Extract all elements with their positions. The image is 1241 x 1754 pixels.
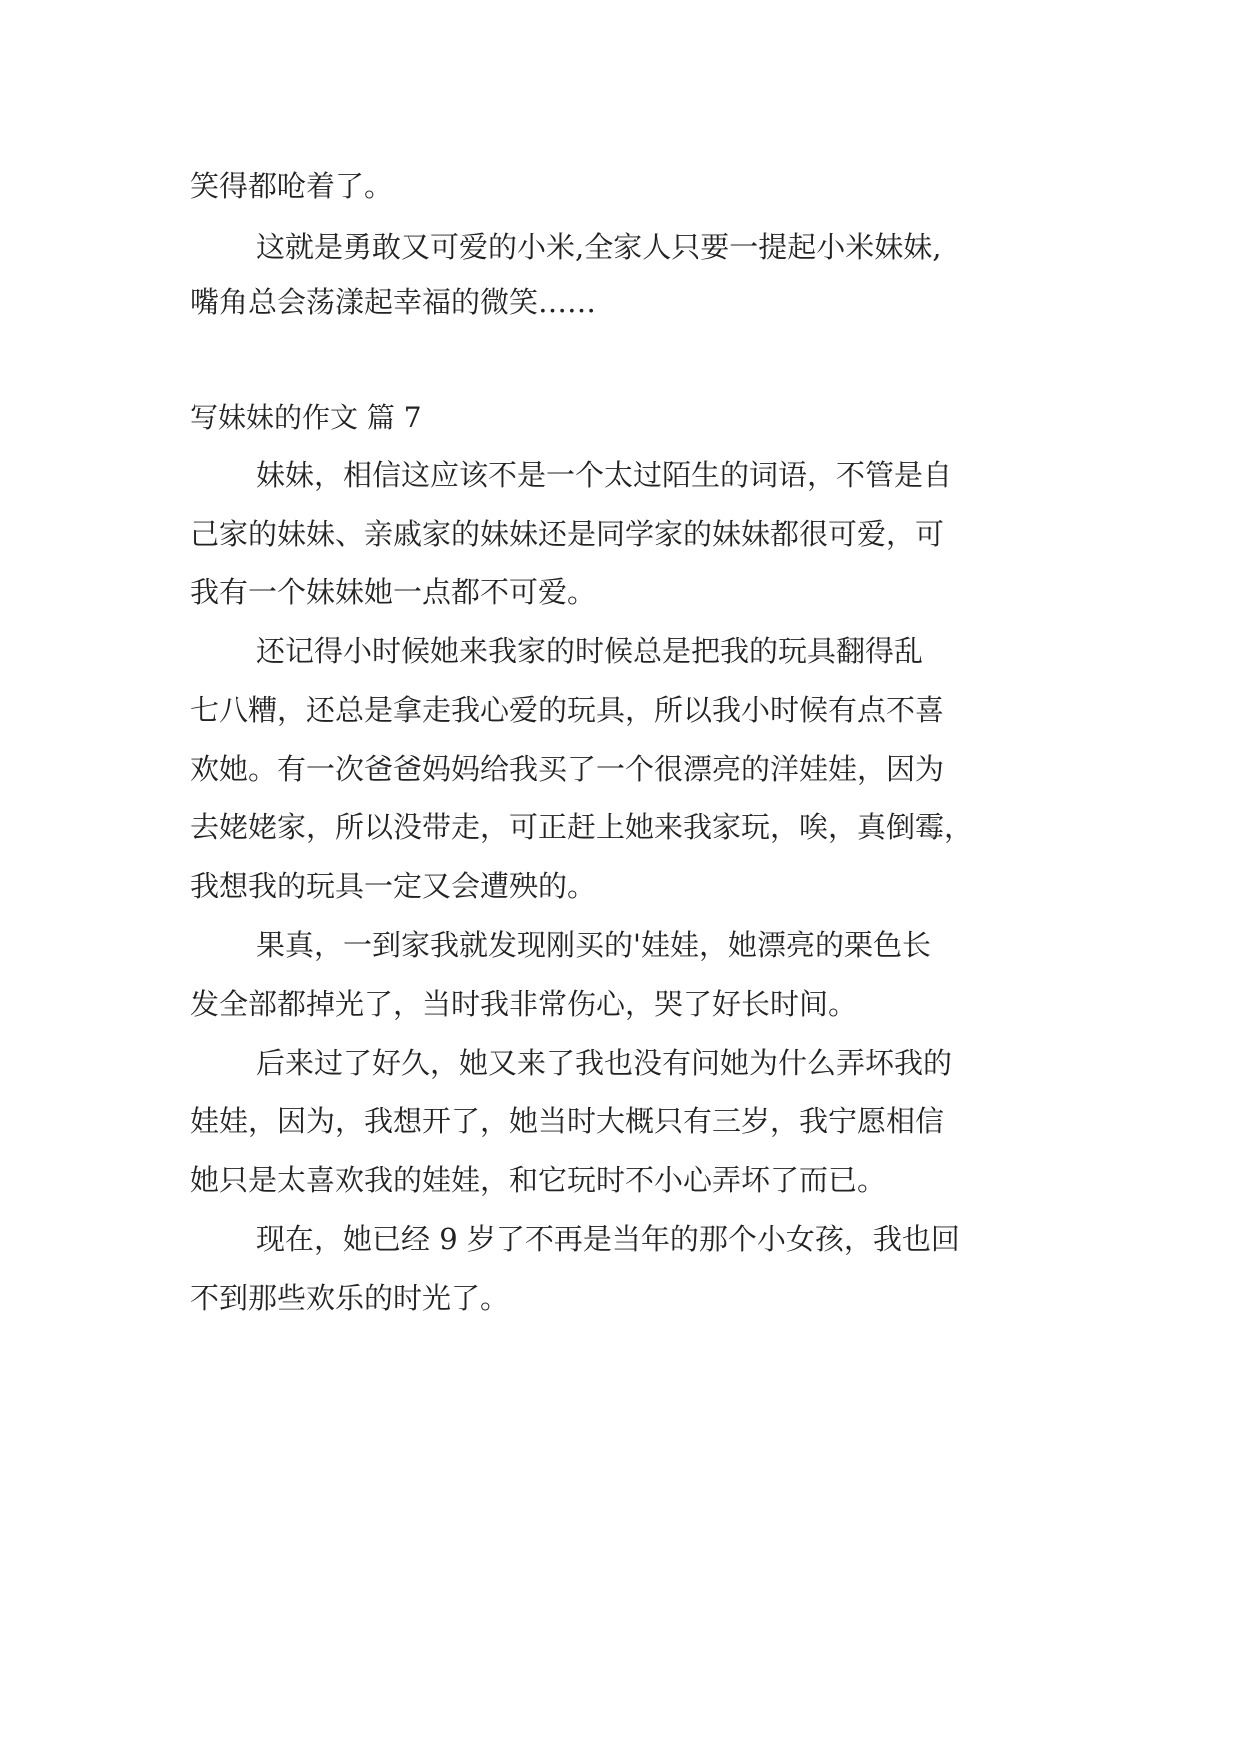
section-heading: 写妹妹的作文 篇 7 <box>190 401 422 434</box>
text-line: 去姥姥家，所以没带走，可正赶上她来我家玩，唉，真倒霉， <box>190 810 974 844</box>
text-line: 发全部都掉光了，当时我非常伤心，哭了好长时间。 <box>190 987 858 1021</box>
text-line: 娃娃，因为，我想开了，她当时大概只有三岁，我宁愿相信 <box>190 1104 945 1138</box>
text-line: 我想我的玩具一定又会遭殃的。 <box>190 869 597 903</box>
text-line: 己家的妹妹、亲戚家的妹妹还是同学家的妹妹都很可爱，可 <box>190 517 945 551</box>
paragraph-start: 妹妹，相信这应该不是一个太过陌生的词语，不管是自 <box>256 458 953 492</box>
text-line: 嘴角总会荡漾起幸福的微笑…… <box>190 285 597 319</box>
text-line: 欢她。有一次爸爸妈妈给我买了一个很漂亮的洋娃娃，因为 <box>190 752 945 786</box>
text-line: 不到那些欢乐的时光了。 <box>190 1281 510 1315</box>
paragraph-start: 现在，她已经 9 岁了不再是当年的那个小女孩，我也回 <box>256 1222 960 1256</box>
text-line: 笑得都呛着了。 <box>190 169 394 203</box>
text-line: 七八糟，还总是拿走我心爱的玩具，所以我小时候有点不喜 <box>190 693 945 727</box>
paragraph-start: 这就是勇敢又可爱的小米,全家人只要一提起小米妹妹, <box>256 230 942 264</box>
text-line: 我有一个妹妹她一点都不可爱。 <box>190 575 597 609</box>
paragraph-start: 果真，一到家我就发现刚买的'娃娃，她漂亮的栗色长 <box>256 928 931 962</box>
text-line: 她只是太喜欢我的娃娃，和它玩时不小心弄坏了而已。 <box>190 1163 887 1197</box>
paragraph-start: 还记得小时候她来我家的时候总是把我的玩具翻得乱 <box>256 634 924 668</box>
paragraph-start: 后来过了好久，她又来了我也没有问她为什么弄坏我的 <box>256 1046 953 1080</box>
